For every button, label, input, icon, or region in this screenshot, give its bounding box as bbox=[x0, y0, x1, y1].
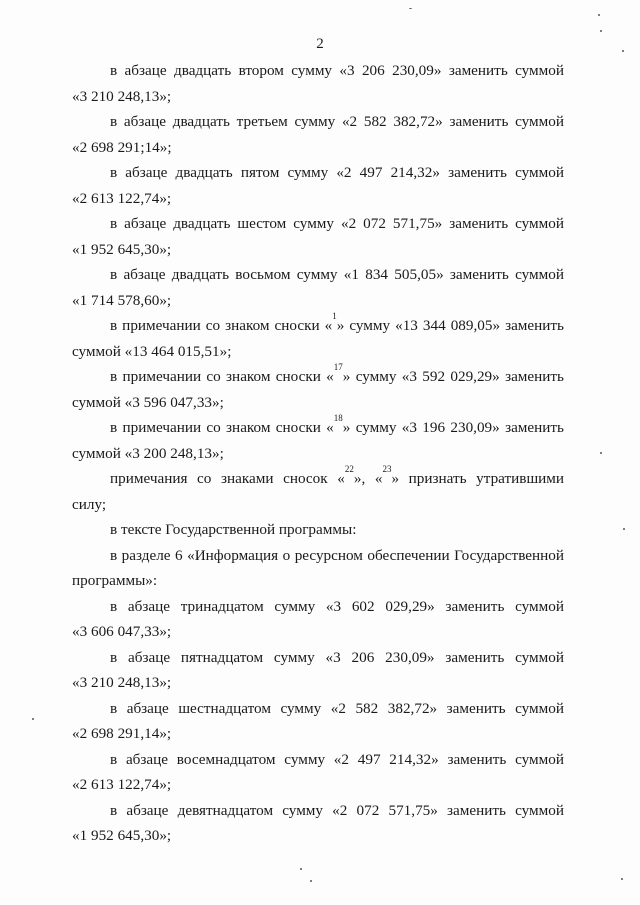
amendment-line: в абзаце двадцать третьем сумму «2 582 382,72» заменить суммой bbox=[110, 113, 564, 130]
amendment-line: в абзаце тринадцатом сумму «3 602 029,29» заменить суммой bbox=[110, 597, 564, 615]
footnote-value: суммой «3 200 248,13»; bbox=[72, 444, 224, 462]
section-6-paragraph bbox=[72, 543, 564, 594]
footnote-text-pre: в примечании со знаком сноски « bbox=[110, 317, 333, 334]
footnote-text-post: » сумму «13 344 089,05» заменить bbox=[336, 317, 564, 334]
amendment-value: «2 613 122,74»; bbox=[72, 189, 172, 207]
footnote-amendment bbox=[72, 364, 564, 415]
amendment-value: «2 698 291;14»; bbox=[72, 138, 172, 156]
page-number: 2 bbox=[316, 36, 324, 52]
amendment-paragraph bbox=[72, 747, 564, 798]
scan-speck bbox=[310, 880, 312, 882]
amendment-line: в абзаце двадцать восьмом сумму «1 834 505,05» заменить суммой bbox=[110, 266, 564, 283]
amendment-line: в абзаце двадцать шестом сумму «2 072 571,75» заменить суммой bbox=[110, 215, 564, 232]
footnote-mark: 22 bbox=[344, 464, 354, 474]
amendment-paragraph bbox=[72, 594, 564, 645]
footnote-value: суммой «13 464 015,51»; bbox=[72, 342, 232, 360]
footnote-line bbox=[72, 313, 564, 339]
amendment-value: «1 714 578,60»; bbox=[72, 291, 172, 309]
section-6-line: в разделе 6 «Информация о ресурсном обеспечении Государственной bbox=[110, 546, 564, 564]
scan-speck bbox=[600, 452, 602, 454]
amendment-value: «3 606 047,33»; bbox=[72, 623, 172, 640]
footnote-mark: 23 bbox=[382, 464, 392, 474]
invalid-notes-pre: примечания со знаками сносок « bbox=[110, 470, 345, 487]
amendment-value: «2 698 291,14»; bbox=[72, 725, 172, 742]
scan-speck bbox=[598, 14, 600, 16]
amendment-paragraph bbox=[72, 696, 564, 747]
scan-speck bbox=[32, 718, 34, 720]
footnote-line bbox=[72, 364, 564, 390]
amendment-paragraph bbox=[72, 109, 564, 160]
footnote-line bbox=[72, 415, 564, 441]
amendment-value: «3 210 248,13»; bbox=[72, 674, 172, 691]
program-text-heading: в тексте Государственной программы: bbox=[110, 521, 357, 538]
amendment-paragraph bbox=[72, 645, 564, 696]
invalid-notes-paragraph bbox=[72, 466, 564, 517]
amendment-paragraph bbox=[72, 58, 564, 109]
footnote-text-post: » сумму «3 592 029,29» заменить bbox=[342, 368, 564, 385]
footnote-mark: 18 bbox=[333, 413, 343, 423]
footnote-mark: 1 bbox=[332, 311, 337, 321]
amendment-value: «2 613 122,74»; bbox=[72, 776, 172, 793]
invalid-notes-post: » признать утратившими bbox=[391, 470, 565, 487]
invalid-notes-mid: », « bbox=[353, 470, 383, 487]
scan-speck bbox=[300, 868, 302, 870]
amendment-line: в абзаце пятнадцатом сумму «3 206 230,09» заменить суммой bbox=[110, 648, 564, 666]
amendment-paragraph bbox=[72, 211, 564, 262]
amendment-paragraph bbox=[72, 798, 564, 849]
amendment-paragraph bbox=[72, 262, 564, 313]
invalid-notes-line bbox=[72, 466, 564, 492]
amendment-line: в абзаце восемнадцатом сумму «2 497 214,32» заменить суммой bbox=[110, 750, 564, 768]
document-body bbox=[72, 58, 564, 849]
scan-speck bbox=[622, 50, 624, 52]
invalid-notes-end: силу; bbox=[72, 495, 107, 513]
scan-speck bbox=[409, 8, 412, 9]
scan-speck bbox=[621, 878, 623, 880]
footnote-value: суммой «3 596 047,33»; bbox=[72, 393, 224, 411]
amendment-paragraph bbox=[72, 160, 564, 211]
amendment-value: «3 210 248,13»; bbox=[72, 87, 172, 105]
scan-speck bbox=[600, 30, 602, 32]
footnote-mark: 17 bbox=[333, 362, 343, 372]
footnote-amendment bbox=[72, 415, 564, 466]
amendment-line: в абзаце девятнадцатом сумму «2 072 571,75» заменить суммой bbox=[110, 801, 564, 819]
section-6-end: программы»: bbox=[72, 572, 158, 589]
footnote-amendment bbox=[72, 313, 564, 364]
footnote-text-pre: в примечании со знаком сноски « bbox=[110, 419, 334, 436]
amendment-value: «1 952 645,30»; bbox=[72, 827, 172, 844]
amendment-line: в абзаце двадцать пятом сумму «2 497 214,32» заменить суммой bbox=[110, 164, 564, 181]
amendment-line: в абзаце шестнадцатом сумму «2 582 382,72» заменить суммой bbox=[110, 699, 564, 717]
footnote-text-post: » сумму «3 196 230,09» заменить bbox=[342, 419, 564, 436]
amendment-line: в абзаце двадцать втором сумму «3 206 230,09» заменить суммой bbox=[110, 62, 564, 79]
footnote-text-pre: в примечании со знаком сноски « bbox=[110, 368, 334, 385]
amendment-value: «1 952 645,30»; bbox=[72, 240, 172, 258]
scan-speck bbox=[623, 528, 625, 530]
